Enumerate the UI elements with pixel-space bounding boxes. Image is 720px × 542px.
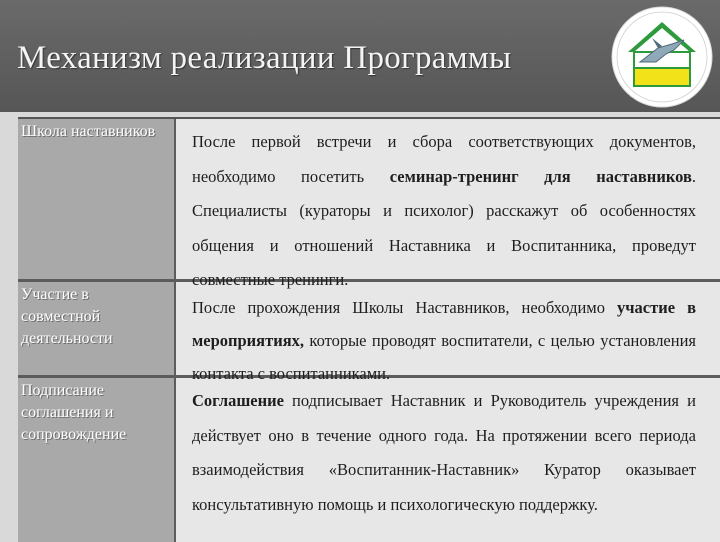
row-content bbox=[192, 384, 696, 522]
house-bird-logo-icon bbox=[610, 4, 714, 110]
content-text: которые проводят воспитатели, с целью установления контакта с воспитанниками. bbox=[192, 331, 696, 383]
row-label-cell bbox=[18, 119, 176, 279]
row-label-cell bbox=[18, 378, 176, 542]
page-title: Механизм реализации Программы bbox=[17, 40, 512, 76]
content-text: После первой встречи и сбора соответствующих документов, необходимо посетить bbox=[192, 132, 696, 186]
row-content bbox=[192, 125, 696, 298]
row-label: Участие в совместной деятельности bbox=[21, 286, 113, 347]
content-text: . Специалисты (кураторы и психолог) расскажут об особенностях общения и отношений Наставника и Воспитанника, проведут совместные тренинги. bbox=[192, 166, 696, 289]
program-table bbox=[18, 117, 720, 542]
row-label-cell bbox=[18, 282, 176, 375]
slide-header bbox=[0, 0, 720, 112]
row-label: Подписание соглашения и сопровождение bbox=[21, 382, 127, 443]
content-highlight: семинар-тренинг для наставников bbox=[389, 166, 692, 186]
content-text: После прохождения Школы Наставников, необходимо bbox=[192, 298, 617, 317]
content-text: подписывает Наставник и Руководитель учреждения и действует оно в течение одного года. На протяжении всего периода взаимодействия «Воспитанник-Наставник» Куратор оказывает консультативную помощь и психологическую поддержку. bbox=[192, 391, 696, 514]
row-label: Школа наставников bbox=[21, 123, 156, 140]
content-highlight: Соглашение bbox=[192, 391, 284, 410]
row-content bbox=[192, 291, 696, 390]
content-highlight: участие в мероприятиях, bbox=[192, 298, 696, 350]
